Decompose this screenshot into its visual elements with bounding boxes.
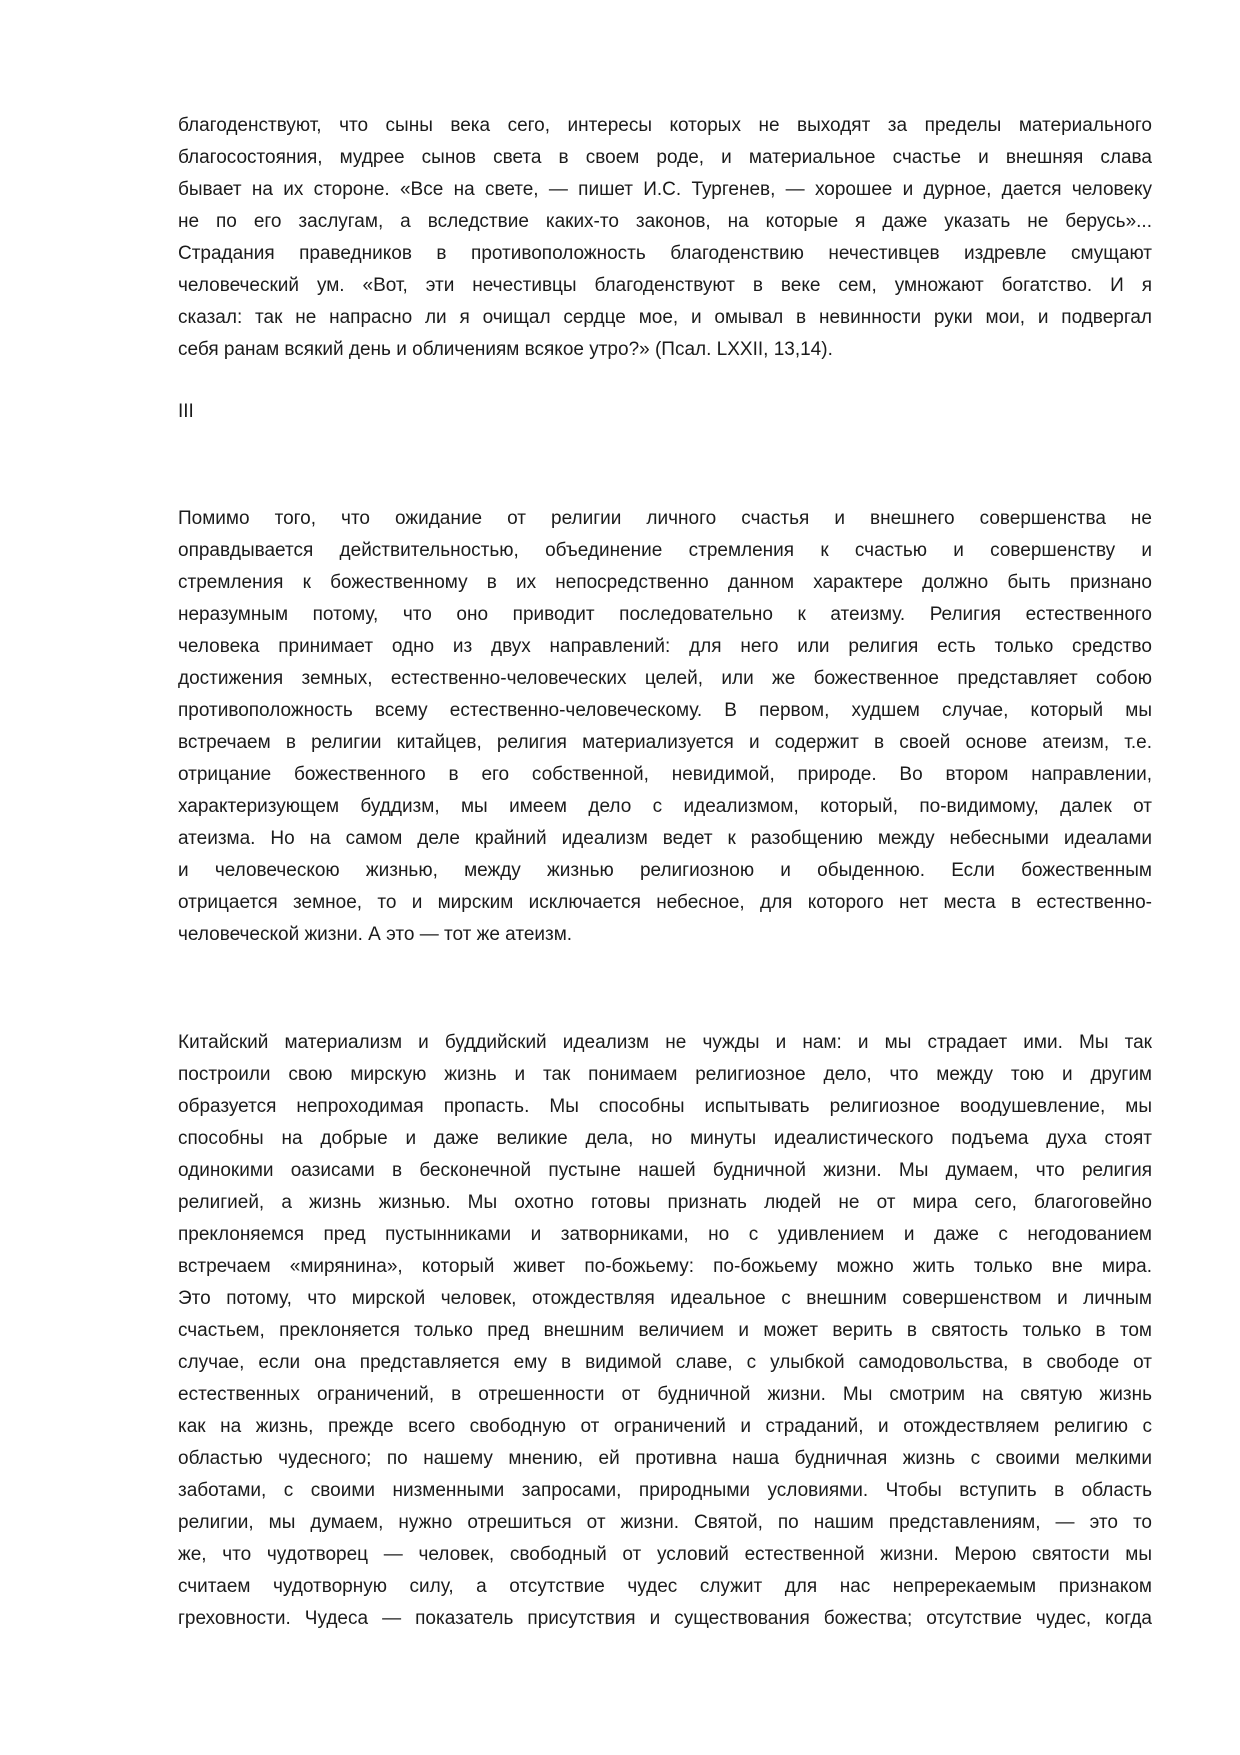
text-line: областью чудесного; по нашему мнению, ей противна наша будничная жизнь с своими мелкими — [178, 1448, 1152, 1469]
text-line: естественных ограничений, в отрешенности от будничной жизни. Мы смотрим на святую жизнь — [178, 1384, 1152, 1405]
text-line: Китайский материализм и буддийский идеализм не чужды и нам: и мы страдает ими. Мы так — [178, 1032, 1152, 1053]
text-line: и человеческою жизнью, между жизнью религиозною и обыденною. Если божественным — [178, 860, 1152, 881]
text-line: Помимо того, что ожидание от религии личного счастья и внешнего совершенства не — [178, 508, 1152, 529]
text-line: человека принимает одно из двух направлений: для него или религия есть только средство — [178, 636, 1152, 657]
text-line: греховности. Чудеса — показатель присутствия и существования божества; отсутствие чудес, когда — [178, 1608, 1152, 1629]
text-line: сказал: так не напрасно ли я очищал сердце мое, и омывал в невинности руки мои, и подвергал — [178, 307, 1152, 328]
text-line: Страдания праведников в противоположность благоденствию нечестивцев издревле смущают — [178, 243, 1152, 264]
text-line: не по его заслугам, а вследствие каких-то законов, на которые я даже указать не берусь»... — [178, 211, 1152, 232]
text-line: человеческой жизни. А это — тот же атеизм. — [178, 924, 573, 945]
text-line: образуется непроходимая пропасть. Мы способны испытывать религиозное воодушевление, мы — [178, 1096, 1152, 1117]
text-line: благоденствуют, что сыны века сего, интересы которых не выходят за пределы материального — [178, 115, 1152, 136]
text-line: как на жизнь, прежде всего свободную от ограничений и страданий, и отождествляем религию с — [178, 1416, 1152, 1437]
text-line: считаем чудотворную силу, а отсутствие чудес служит для нас непререкаемым признаком — [178, 1576, 1152, 1597]
text-line: религией, а жизнь жизнью. Мы охотно готовы признать людей не от мира сего, благоговейно — [178, 1192, 1152, 1213]
text-line: заботами, с своими низменными запросами, природными условиями. Чтобы вступить в область — [178, 1480, 1152, 1501]
text-line: бывает на их стороне. «Все на свете, — пишет И.С. Тургенев, — хорошее и дурное, дается человеку — [178, 179, 1152, 200]
text-line: счастьем, преклоняется только пред внешним величием и может верить в святость только в том — [178, 1320, 1152, 1341]
text-line: способны на добрые и даже великие дела, но минуты идеалистического подъема духа стоят — [178, 1128, 1152, 1149]
text-line: оправдывается действительностью, объединение стремления к счастью и совершенству и — [178, 540, 1152, 561]
text-line: отрицается земное, то и мирским исключается небесное, для которого нет места в естественно- — [178, 892, 1152, 913]
paragraph-3 — [178, 1027, 1152, 1635]
text-line: характеризующем буддизм, мы имеем дело с идеализмом, который, по-видимому, далек от — [178, 796, 1152, 817]
text-line: благосостояния, мудрее сынов света в своем роде, и материальное счастье и внешняя слава — [178, 147, 1152, 168]
text-line: одинокими оазисами в бесконечной пустыне нашей будничной жизни. Мы думаем, что религия — [178, 1160, 1152, 1181]
text-line: встречаем «мирянина», который живет по-божьему: по-божьему можно жить только вне мира. — [178, 1256, 1152, 1277]
text-line: атеизма. Но на самом деле крайний идеализм ведет к разобщению между небесными идеалами — [178, 828, 1152, 849]
section-heading-text: III — [178, 401, 194, 422]
text-line: стремления к божественному в их непосредственно данном характере должно быть признано — [178, 572, 1152, 593]
text-line: случае, если она представляется ему в видимой славе, с улыбкой самодовольства, в свободе от — [178, 1352, 1152, 1373]
section-heading — [178, 396, 1152, 428]
paragraph-2 — [178, 503, 1152, 951]
text-line: преклоняемся пред пустынниками и затворниками, но с удивлением и даже с негодованием — [178, 1224, 1152, 1245]
text-line: достижения земных, естественно-человеческих целей, или же божественное представляет собою — [178, 668, 1152, 689]
text-line: Это потому, что мирской человек, отождествляя идеальное с внешним совершенством и личным — [178, 1288, 1152, 1309]
text-line: построили свою мирскую жизнь и так понимаем религиозное дело, что между тою и другим — [178, 1064, 1152, 1085]
text-line: религии, мы думаем, нужно отрешиться от жизни. Святой, по нашим представлениям, — это то — [178, 1512, 1152, 1533]
text-line: встречаем в религии китайцев, религия материализуется и содержит в своей основе атеизм, т.е. — [178, 732, 1152, 753]
text-line: себя ранам всякий день и обличениям всякое утро?» (Псал. LXXII, 13,14). — [178, 339, 833, 360]
text-line: отрицание божественного в его собственной, невидимой, природе. Во втором направлении, — [178, 764, 1152, 785]
text-line: же, что чудотворец — человек, свободный от условий естественной жизни. Мерою святости мы — [178, 1544, 1152, 1565]
text-line: неразумным потому, что оно приводит последовательно к атеизму. Религия естественного — [178, 604, 1152, 625]
text-line: противоположность всему естественно-человеческому. В первом, худшем случае, который мы — [178, 700, 1152, 721]
paragraph-1 — [178, 110, 1152, 366]
text-line: человеческий ум. «Вот, эти нечестивцы благоденствуют в веке сем, умножают богатство. И я — [178, 275, 1152, 296]
